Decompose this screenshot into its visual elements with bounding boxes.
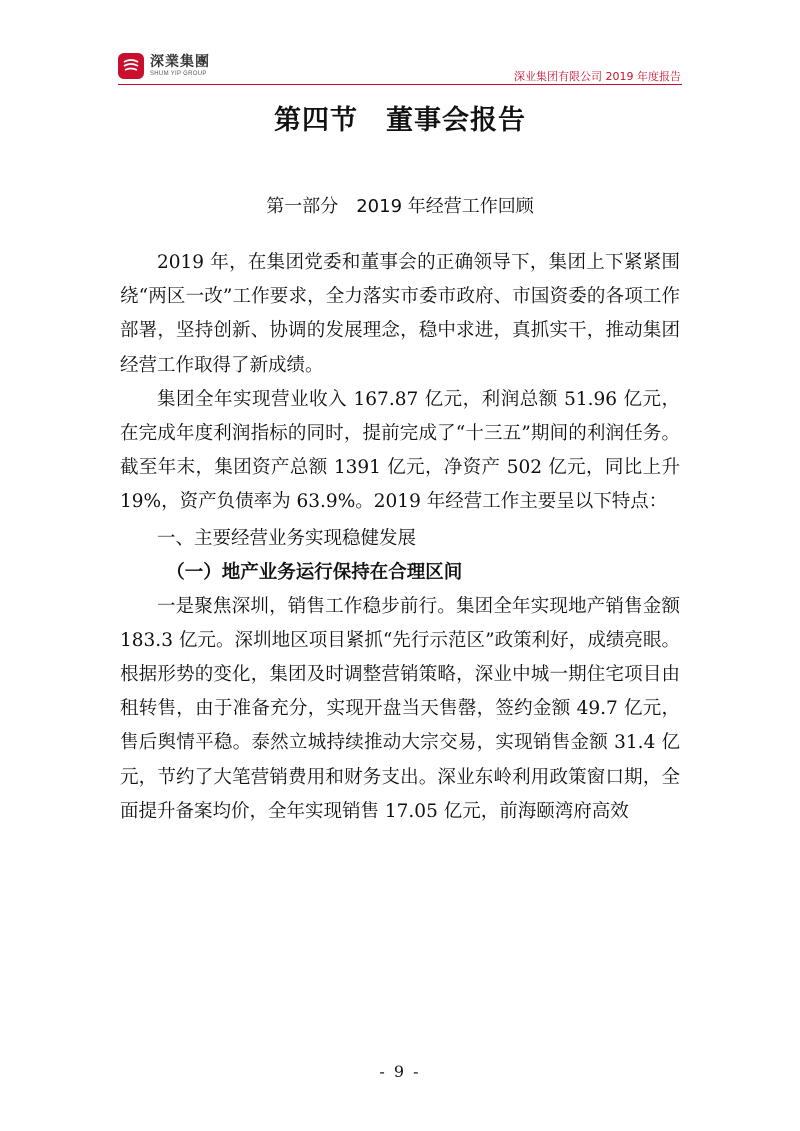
heading-level-2: （一）地产业务运行保持在合理区间 [166, 561, 463, 583]
page-header [0, 0, 800, 96]
logo-mark-icon [118, 53, 144, 79]
heading-level-1: 一、主要经营业务实现稳健发展 [157, 527, 417, 549]
paragraph-3: 一是聚焦深圳，销售工作稳步前行。集团全年实现地产销售金额 183.3 亿元。深圳地区项目紧抓“先行示范区”政策利好，成绩亮眼。根据形势的变化，集团及时调整营销策略，深业中城一期住宅项目由租转售，由于准备充分，实现开盘当天售罄，签约金额 49.7 亿元，售后舆情平稳。泰然立城持续推动大宗交易，实现销售金额 31.4 亿元，节约了大笔营销费用和财务支出。深业东岭利用政策窗口期，全面提升备案均价，全年实现销售 17.05 亿元，前海颐湾府高效 [120, 595, 680, 822]
paragraph-1: 2019 年，在集团党委和董事会的正确领导下，集团上下紧紧围绕“两区一改”工作要求，全力落实市委市政府、市国资委的各项工作部署，坚持创新、协调的发展理念，稳中求进，真抓实干，推动集团经营工作取得了新成绩。 [120, 252, 680, 376]
company-logo [118, 52, 210, 80]
document-body [120, 246, 680, 829]
part-title: 第一部分 2019 年经营工作回顾 [266, 196, 534, 217]
paragraph-2: 集团全年实现营业收入 167.87 亿元，利润总额 51.96 亿元，在完成年度利润指标的同时，提前完成了“十三五”期间的利润任务。截至年末，集团资产总额 1391 亿元，净资产 502 亿元，同比上升 19%，资产负债率为 63.9%。2019 年经营工作主要呈以下特点： [120, 388, 680, 513]
page-number: - 9 - [379, 1062, 421, 1081]
header-divider [118, 84, 682, 85]
logo-chinese-name: 深業集團 [150, 54, 210, 70]
report-name: 深业集团有限公司 2019 年度报告 [514, 70, 681, 83]
section-title: 第四节 董事会报告 [274, 105, 526, 136]
logo-english-name: SHUM YIP GROUP [150, 71, 207, 77]
